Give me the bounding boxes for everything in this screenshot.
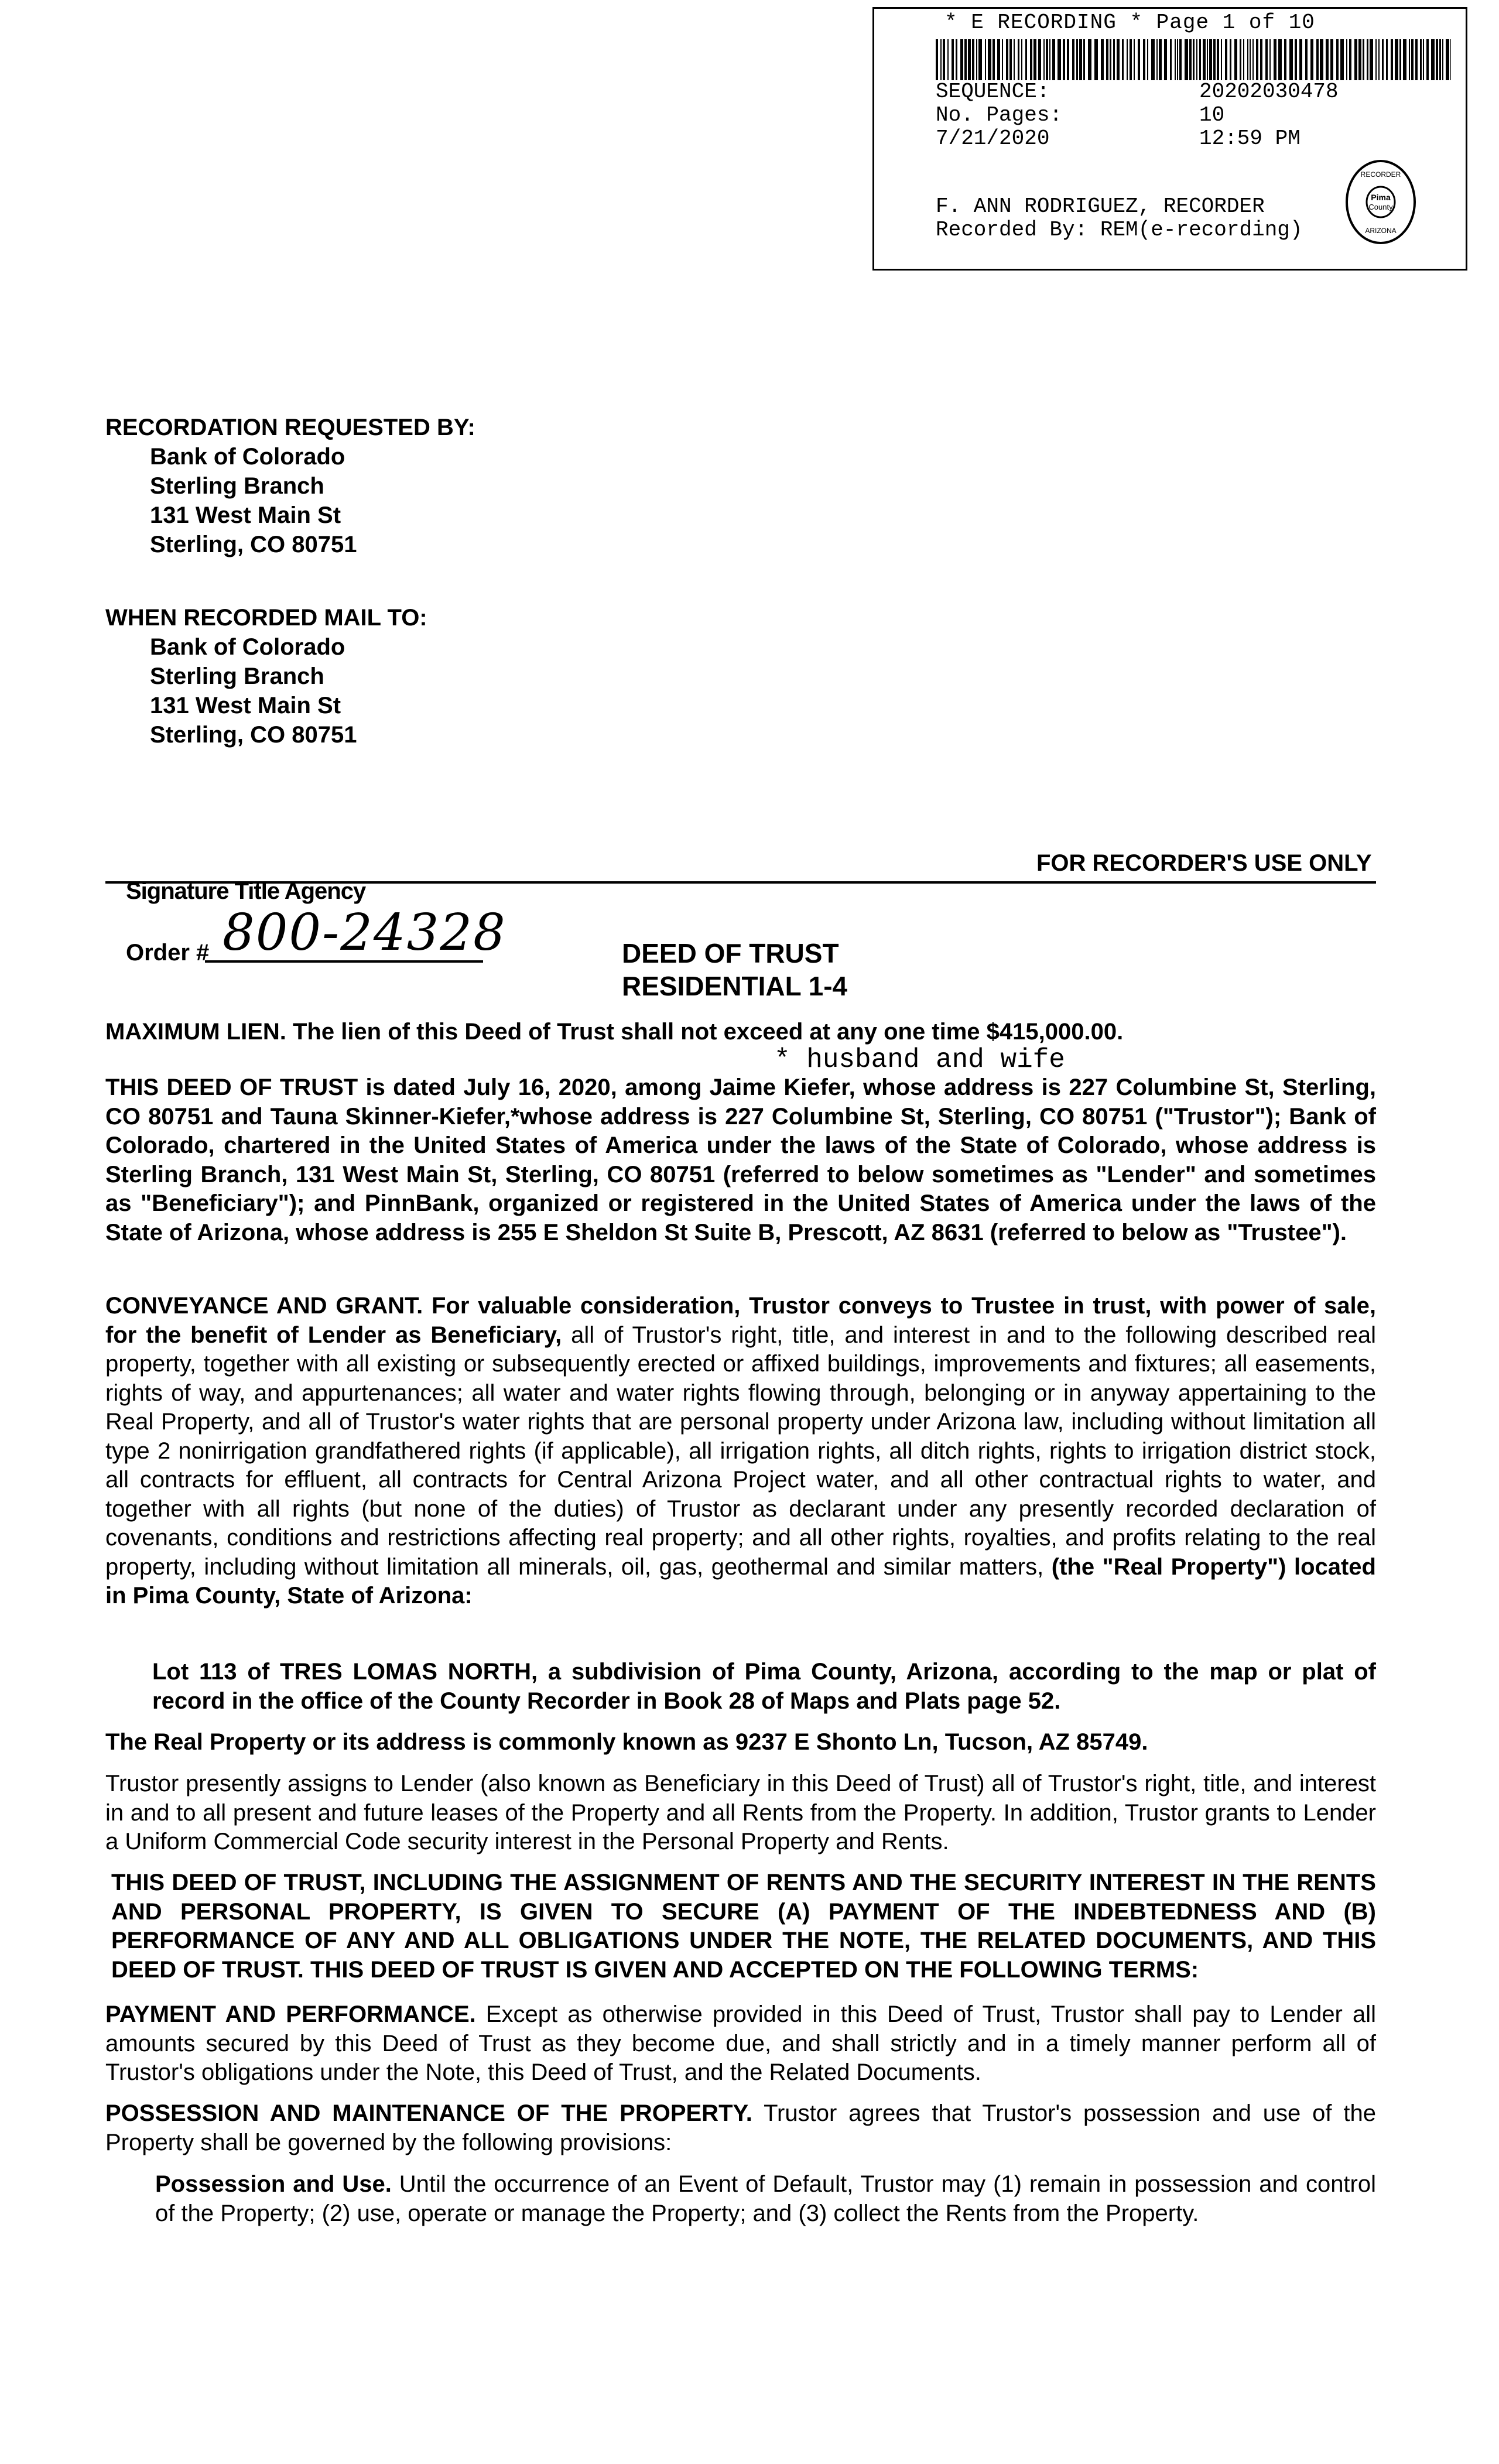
barcode-bar bbox=[1030, 39, 1032, 80]
barcode-bar bbox=[1415, 39, 1418, 80]
barcode-bar bbox=[1403, 39, 1406, 80]
barcode-bar bbox=[1076, 39, 1078, 80]
barcode-bar bbox=[1274, 39, 1276, 80]
barcode-bar bbox=[1375, 39, 1377, 80]
requested-by-title: RECORDATION REQUESTED BY: bbox=[105, 415, 475, 440]
barcode-bar bbox=[1349, 39, 1351, 80]
mail-to-line: Bank of Colorado bbox=[150, 634, 345, 660]
barcode-bar bbox=[1175, 39, 1176, 80]
barcode-bar bbox=[1156, 39, 1158, 80]
title-agency: Signature Title Agency bbox=[126, 878, 366, 904]
barcode-bar bbox=[1213, 39, 1216, 80]
barcode-bar bbox=[1243, 39, 1244, 80]
conveyance-tail: (the "Real Property") located in Pima County, State of Arizona: bbox=[105, 1553, 1376, 1609]
barcode-bar bbox=[1252, 39, 1254, 80]
barcode-bar bbox=[1088, 39, 1091, 80]
barcode-bar bbox=[960, 39, 963, 80]
sequence-value: 20202030478 bbox=[1199, 80, 1339, 104]
mail-to-line: 131 West Main St bbox=[150, 693, 341, 718]
barcode-bar bbox=[940, 39, 942, 80]
pages-label: No. Pages: bbox=[936, 103, 1063, 127]
barcode-bar bbox=[1143, 39, 1145, 80]
barcode-bar bbox=[1046, 39, 1048, 80]
barcode-bar bbox=[1033, 39, 1036, 80]
barcode-bar bbox=[1177, 39, 1178, 80]
barcode-bar bbox=[1052, 39, 1055, 80]
barcode-bar bbox=[1442, 39, 1443, 80]
security-paragraph: THIS DEED OF TRUST, INCLUDING THE ASSIGNMENT OF RENTS AND THE SECURITY INTEREST IN THE RENTS AND PERSONAL PROPERTY, IS GIVEN TO SECURE (A) PAYMENT OF THE INDEBTEDNESS AND (B) PERFORMANCE OF ANY AND ALL OBLIGATIONS UNDER THE NOTE, THE RELATED DOCUMENTS, AND THIS DEED OF TRUST. THIS DEED OF TRUST IS GIVEN AND ACCEPTED ON THE FOLLOWING TERMS: bbox=[111, 1870, 1376, 1983]
barcode-bar bbox=[1330, 39, 1333, 80]
barcode-bar bbox=[1072, 39, 1074, 80]
barcode-bar bbox=[1164, 39, 1167, 80]
barcode-bar bbox=[988, 39, 991, 80]
possession-heading: POSSESSION AND MAINTENANCE OF THE PROPERTY. bbox=[105, 2100, 752, 2126]
order-label: Order # bbox=[126, 940, 210, 966]
barcode-bar bbox=[1269, 39, 1271, 80]
barcode-bar bbox=[1265, 39, 1268, 80]
record-date: 7/21/2020 bbox=[936, 126, 1050, 150]
barcode-bar bbox=[1063, 39, 1065, 80]
barcode-bar bbox=[1305, 39, 1308, 80]
requested-by-line: Bank of Colorado bbox=[150, 444, 345, 470]
barcode-bar bbox=[1067, 39, 1069, 80]
barcode-bar bbox=[947, 39, 949, 80]
barcode-bar bbox=[1420, 39, 1422, 80]
barcode-bar bbox=[1025, 39, 1027, 80]
barcode-bar bbox=[1113, 39, 1115, 80]
payment-heading: PAYMENT AND PERFORMANCE. bbox=[105, 2001, 476, 2027]
barcode-bar bbox=[1358, 39, 1361, 80]
husband-wife-annotation: * husband and wife bbox=[774, 1045, 1065, 1075]
barcode-bar bbox=[956, 39, 957, 80]
barcode-bar bbox=[993, 39, 995, 80]
barcode-bar bbox=[1122, 39, 1124, 80]
barcode-bar bbox=[1295, 39, 1297, 80]
barcode-bar bbox=[1057, 39, 1061, 80]
barcode-bar bbox=[1207, 39, 1208, 80]
barcode-bar bbox=[1439, 39, 1441, 80]
barcode-bar bbox=[1189, 39, 1192, 80]
barcode-bar bbox=[1284, 39, 1286, 80]
barcode-bar bbox=[1009, 39, 1012, 80]
barcode-bar bbox=[1021, 39, 1022, 80]
barcode-bar bbox=[943, 39, 945, 80]
barcode-bar bbox=[972, 39, 974, 80]
barcode-bar bbox=[1367, 39, 1368, 80]
barcode-bar bbox=[1336, 39, 1339, 80]
barcode-bar bbox=[1423, 39, 1424, 80]
barcode-bar bbox=[952, 39, 954, 80]
barcode-bar bbox=[1250, 39, 1251, 80]
conveyance-heading: CONVEYANCE AND GRANT. For valuable consideration, Trustor conveys to Trustee in trust, with power of sale, for the benefit of Lender as Beneficiary, bbox=[105, 1293, 1376, 1348]
record-time: 12:59 PM bbox=[1199, 126, 1300, 150]
barcode-bar bbox=[1127, 39, 1128, 80]
barcode-bar bbox=[1014, 39, 1015, 80]
recorded-by: Recorded By: REM(e-recording) bbox=[936, 218, 1303, 242]
barcode-bar bbox=[1399, 39, 1401, 80]
barcode-bar bbox=[1391, 39, 1393, 80]
barcode-bar bbox=[1230, 39, 1231, 80]
barcode-bar bbox=[1185, 39, 1188, 80]
svg-text:County: County bbox=[1368, 203, 1393, 211]
barcode-bar bbox=[1436, 39, 1438, 80]
recorder-stamp bbox=[872, 7, 1467, 271]
barcode-bar bbox=[1386, 39, 1388, 80]
barcode-bar bbox=[1289, 39, 1293, 80]
barcode-bar bbox=[1346, 39, 1347, 80]
possession-paragraph bbox=[105, 2099, 1376, 2157]
barcode-bar bbox=[1217, 39, 1219, 80]
barcode-bar bbox=[1159, 39, 1162, 80]
intro-paragraph: THIS DEED OF TRUST is dated July 16, 2020, among Jaime Kiefer, whose address is 227 Columbine St, Sterling, CO 80751 and Tauna Skinner-Kiefer,*whose address is 227 Columbine St, Sterling, CO 80751 ("Trustor"); Bank of Colorado, chartered in the United States of America under the laws of the State of Colorado, whose address is Sterling Branch, 131 West Main St, Sterling, CO 80751 (referred to below sometimes as "Lender" and sometimes as "Beneficiary"); and PinnBank, organized or registered in the United States of America under the laws of the State of Arizona, whose address is 255 E Sheldon St Suite B, Prescott, AZ 8631 (referred to below as "Trustee"). bbox=[105, 1074, 1376, 1245]
barcode-bar bbox=[1320, 39, 1323, 80]
barcode-bar bbox=[1203, 39, 1206, 80]
barcode-bar bbox=[1170, 39, 1172, 80]
barcode-bar bbox=[1101, 39, 1104, 80]
barcode-bar bbox=[1326, 39, 1329, 80]
barcode-bar bbox=[1260, 39, 1262, 80]
document-title-line2: RESIDENTIAL 1-4 bbox=[622, 971, 848, 1001]
barcode-bar bbox=[985, 39, 986, 80]
barcode-bar bbox=[1382, 39, 1384, 80]
barcode-bar bbox=[1340, 39, 1344, 80]
pages-value: 10 bbox=[1199, 103, 1225, 127]
barcode-bar bbox=[1378, 39, 1380, 80]
barcode-bar bbox=[1240, 39, 1241, 80]
barcode-bar bbox=[976, 39, 977, 80]
conveyance-body: all of Trustor's right, title, and interest in and to the following described real property, together with all existing or subsequently erected or affixed buildings, improvements and fixtures; all easements, rights of way, and appurtenances; all water and water rights flowing through, belonging or in anyway appertaining to the Real Property, and all of Trustor's water rights that are personal property under Arizona law, including without limitation all type 2 nonirrigation grandfathered rights (if applicable), all irrigation rights, all ditch rights, rights to irrigation district stock, all contracts for effluent, all contracts for Central Arizona Project water, and all other contractual rights to water, and together with all rights (but none of the duties) of Trustor as declarant under any presently recorded declaration of covenants, conditions and restrictions affecting real property; and all other rights, royalties, and profits relating to the real property, including without limitation all minerals, oil, gas, geothermal and similar matters, bbox=[105, 1322, 1376, 1580]
payment-body: Except as otherwise provided in this Deed of Trust, Trustor shall pay to Lender all amounts secured by this Deed of Trust as they become due, and shall strictly and in a timely manner perform all of Trustor's obligations under the Note, this Deed of Trust, and the Related Documents. bbox=[105, 2001, 1377, 2085]
recorder-name: F. ANN RODRIGUEZ, RECORDER bbox=[936, 194, 1265, 218]
barcode-bar bbox=[1147, 39, 1148, 80]
barcode-bar bbox=[1278, 39, 1282, 80]
order-number: 800-24328 bbox=[223, 904, 506, 962]
barcode-bar bbox=[1006, 39, 1008, 80]
barcode-bar bbox=[1316, 39, 1319, 80]
recordation-requested-by bbox=[105, 413, 475, 559]
barcode-bar bbox=[1310, 39, 1313, 80]
svg-text:RECORDER: RECORDER bbox=[1360, 170, 1401, 179]
barcode-bar bbox=[1370, 39, 1373, 80]
svg-text:Pima: Pima bbox=[1371, 193, 1391, 202]
barcode-bar bbox=[1209, 39, 1212, 80]
barcode-bar bbox=[1151, 39, 1155, 80]
barcode-bar bbox=[1079, 39, 1082, 80]
barcode-bar bbox=[997, 39, 1000, 80]
barcode-bar bbox=[978, 39, 982, 80]
barcode-bar bbox=[936, 39, 938, 80]
possession-use-heading: Possession and Use. bbox=[155, 2171, 392, 2197]
barcode-bar bbox=[1196, 39, 1197, 80]
property-address: The Real Property or its address is commonly known as 9237 E Shonto Ln, Tucson, AZ 85749. bbox=[105, 1729, 1148, 1755]
mail-to-line: Sterling Branch bbox=[150, 663, 324, 689]
barcode-bar bbox=[1134, 39, 1135, 80]
barcode-bar bbox=[1363, 39, 1364, 80]
barcode-bar bbox=[1179, 39, 1182, 80]
barcode-bar bbox=[1043, 39, 1045, 80]
sequence-label: SEQUENCE: bbox=[936, 80, 1050, 104]
barcode-bar bbox=[1431, 39, 1435, 80]
mail-to-line: Sterling, CO 80751 bbox=[150, 722, 357, 748]
mail-to-title: WHEN RECORDED MAIL TO: bbox=[105, 605, 427, 631]
barcode-bar bbox=[1256, 39, 1258, 80]
barcode-bar bbox=[964, 39, 967, 80]
possession-use-paragraph bbox=[155, 2170, 1376, 2228]
possession-use-body: Until the occurrence of an Event of Default, Trustor may (1) remain in possession and control of the Property; (2) use, operate or manage the Property; and (3) collect the Rents from the Property. bbox=[155, 2171, 1377, 2226]
legal-description: Lot 113 of TRES LOMAS NORTH, a subdivision of Pima County, Arizona, according to the map or plat of record in the office of the County Recorder in Book 28 of Maps and Plats page 52. bbox=[152, 1659, 1376, 1714]
barcode-bar bbox=[1234, 39, 1237, 80]
barcode-bar bbox=[968, 39, 971, 80]
barcode-bar bbox=[1193, 39, 1195, 80]
conveyance-paragraph bbox=[105, 1292, 1376, 1611]
document-title-line1: DEED OF TRUST bbox=[622, 938, 839, 969]
barcode-bar bbox=[1299, 39, 1302, 80]
requested-by-line: Sterling Branch bbox=[150, 473, 324, 499]
possession-body: Trustor agrees that Trustor's possession and use of the Property shall be governed by the following provisions: bbox=[105, 2100, 1377, 2155]
barcode-bar bbox=[1409, 39, 1410, 80]
barcode-bar bbox=[1446, 39, 1449, 80]
document-title bbox=[622, 937, 847, 1002]
barcode-bar bbox=[1038, 39, 1041, 80]
svg-text:ARIZONA: ARIZONA bbox=[1365, 227, 1397, 235]
barcode-bar bbox=[1138, 39, 1140, 80]
barcode bbox=[936, 39, 1451, 80]
stamp-header: * E RECORDING * Page 1 of 10 bbox=[944, 11, 1315, 35]
barcode-bar bbox=[1354, 39, 1357, 80]
barcode-bar bbox=[1049, 39, 1050, 80]
barcode-bar bbox=[1094, 39, 1098, 80]
barcode-bar bbox=[1018, 39, 1019, 80]
barcode-bar bbox=[1450, 39, 1451, 80]
barcode-bar bbox=[1002, 39, 1003, 80]
barcode-bar bbox=[1225, 39, 1227, 80]
assignment-paragraph: Trustor presently assigns to Lender (also known as Beneficiary in this Deed of Trust) all of Trustor's right, title, and interest in and to all present and future leases of the Property and all Rents from the Property. In addition, Trustor grants to Lender a Uniform Commercial Code security interest in the Personal Property and Rents. bbox=[105, 1771, 1376, 1854]
county-seal bbox=[1343, 158, 1419, 246]
recorder-use-label: FOR RECORDER'S USE ONLY bbox=[1036, 850, 1372, 876]
barcode-bar bbox=[1221, 39, 1222, 80]
requested-by-line: Sterling, CO 80751 bbox=[150, 532, 357, 557]
barcode-bar bbox=[1130, 39, 1132, 80]
barcode-bar bbox=[1411, 39, 1414, 80]
barcode-bar bbox=[1395, 39, 1398, 80]
requested-by-line: 131 West Main St bbox=[150, 502, 341, 528]
barcode-bar bbox=[1083, 39, 1085, 80]
maximum-lien: MAXIMUM LIEN. The lien of this Deed of Trust shall not exceed at any one time $415,000.00. bbox=[105, 1019, 1124, 1045]
barcode-bar bbox=[1117, 39, 1120, 80]
barcode-bar bbox=[1426, 39, 1429, 80]
payment-paragraph bbox=[105, 2000, 1376, 2087]
barcode-bar bbox=[1199, 39, 1201, 80]
barcode-bar bbox=[1110, 39, 1111, 80]
barcode-bar bbox=[1247, 39, 1248, 80]
barcode-bar bbox=[1106, 39, 1108, 80]
mail-to-block bbox=[105, 603, 427, 750]
order-underline bbox=[205, 960, 483, 963]
